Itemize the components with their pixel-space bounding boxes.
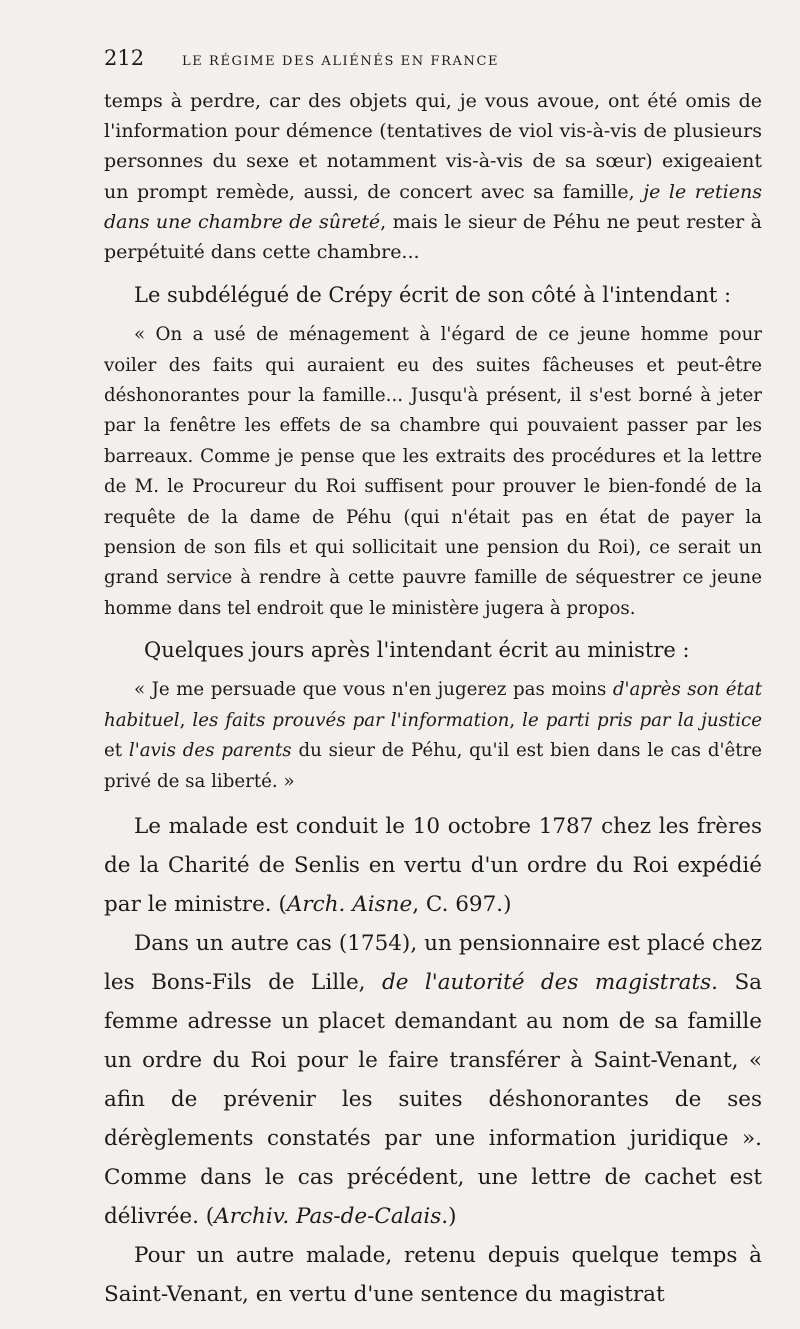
text-span: du sieur de Péhu, qu'il est bien dans le cas d'être privé de sa liberté. »	[104, 740, 762, 792]
italic-span: le parti pris par la justice	[522, 709, 762, 731]
text-span: ,	[179, 709, 193, 731]
paragraph-saint-venant: Pour un autre malade, retenu depuis quelque temps à Saint-Venant, en vertu d'une sentence du magistrat	[104, 1242, 762, 1307]
running-title: LE RÉGIME DES ALIÉNÉS EN FRANCE	[182, 54, 500, 69]
intro-line-subdelegue: Le subdélégué de Crépy écrit de son côté à l'intendant :	[134, 283, 732, 308]
text-span: et	[104, 740, 129, 762]
text-span: , mais le sieur de Péhu ne peut rester à perpétuité dans cette chambre...	[104, 210, 762, 264]
italic-span: de l'autorité des magistrats	[381, 969, 712, 995]
text-span: . Sa femme adresse un placet demandant au nom de sa famille un ordre du Roi pour le faire transférer à Saint-Venant, « afin de prévenir les suites déshonorantes de ses dérèglements constatés par une information juridique ». Comme dans le cas précédent, une lettre de cachet est délivrée. (	[104, 969, 763, 1229]
italic-span: d'après son état habituel	[104, 679, 762, 731]
text-span: Le malade est conduit le 10 octobre 1787 chez les frères de la Charité de Senlis en vertu d'un ordre du Roi expédié par le ministre. (	[104, 813, 762, 917]
text-span: temps à perdre, car des objets qui, je vous avoue, ont été omis de l'information pour démence (tentatives de viol vis-à-vis de plusieurs personnes du sexe et notamment vis-à-vis de sa sœur) exigeaient un prompt remède, aussi, de concert avec sa famille,	[104, 90, 762, 203]
text-span: , C. 697.)	[412, 891, 512, 917]
paragraph-continuation	[104, 86, 762, 267]
italic-span: l'avis des parents	[128, 740, 292, 762]
quote-intendant	[104, 675, 762, 797]
italic-span: Arch. Aisne	[286, 891, 413, 917]
italic-span: Archiv. Pas-de-Calais	[214, 1203, 442, 1229]
text-span: « Je me persuade que vous n'en jugerez pas moins	[134, 679, 613, 701]
italic-span: je le retiens dans une chambre de sûreté	[104, 180, 762, 233]
italic-span: les faits prouvés par l'information	[192, 709, 510, 731]
text-span: ,	[509, 709, 523, 731]
page-number: 212	[104, 46, 145, 70]
quote-subdelegue: « On a usé de ménagement à l'égard de ce jeune homme pour voiler des faits qui auraient eu des suites fâcheuses et peut-être déshonorantes pour la famille... Jusqu'à présent, il s'est borné à jeter par la fenêtre les effets de sa chambre qui pouvaient passer par les barreaux. Comme je pense que les extraits des procédures et la lettre de M. le Procureur du Roi suffisent pour prouver le bien-fondé de la requête de la dame de Péhu (qui n'était pas en état de payer la pension de son fils et qui sollicitait une pension du Roi), ce serait un grand service à rendre à cette pauvre famille de séquestrer ce jeune homme dans tel endroit que le ministère jugera à propos.	[104, 324, 762, 619]
text-span: .)	[441, 1203, 457, 1229]
paragraph-senlis	[104, 807, 762, 924]
running-head	[104, 46, 762, 72]
intro-line-intendant: Quelques jours après l'intendant écrit au ministre :	[144, 638, 690, 663]
text-span: Dans un autre cas (1754), un pensionnaire est placé chez les Bons-Fils de Lille,	[104, 930, 762, 995]
paragraph-lille	[104, 924, 762, 1236]
